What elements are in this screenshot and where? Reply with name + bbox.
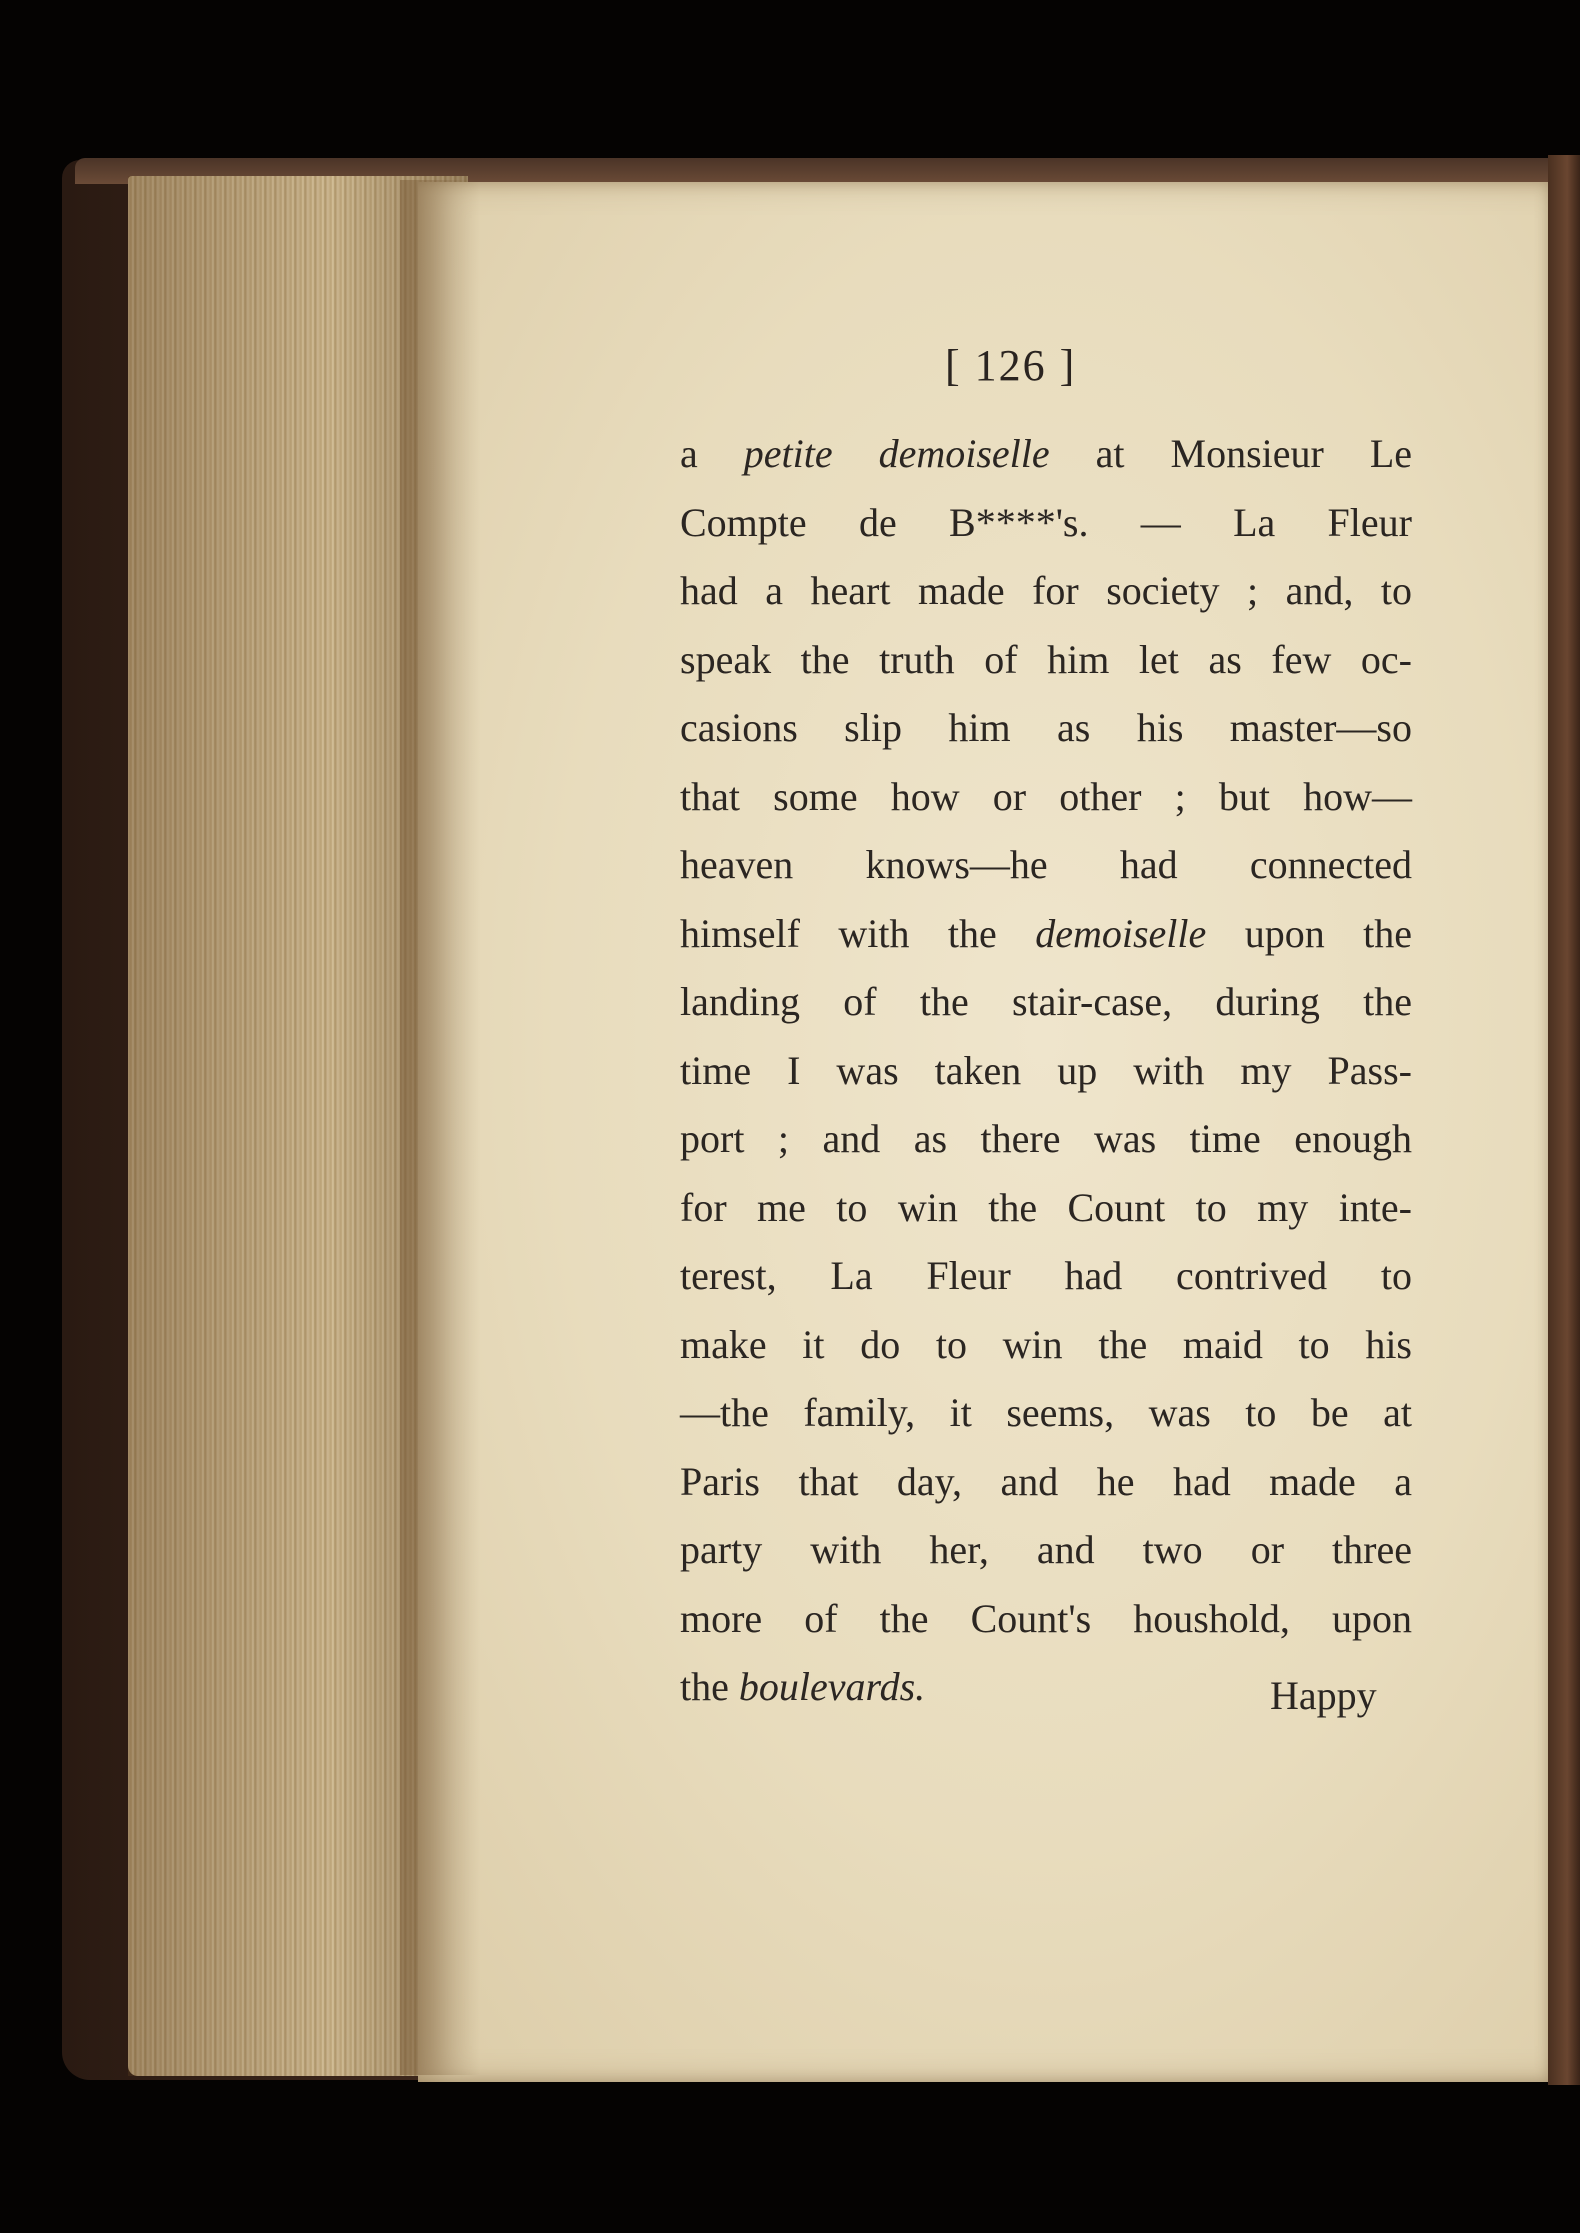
text-line: —the family, it seems, was to be at [680,1390,1412,1435]
text-line: the boulevards. [680,1664,926,1709]
text-line: casions slip him as his master—so [680,705,1412,750]
text-line: Paris that day, and he had made a [680,1458,1412,1504]
italic-phrase: petite demoiselle [743,431,1050,476]
text-line: had a heart made for society ; and, to [680,568,1412,613]
text-line: Compte de B****'s. — La Fleur [680,499,1412,545]
text-line: that some how or other ; but how— [680,773,1412,819]
page-number-header: [ 126 ] [945,341,1077,390]
text-line: heaven knows—he had connected [680,842,1412,887]
text-line: make it do to win the maid to his [680,1321,1412,1367]
text-line: terest, La Fleur had contrived to [680,1253,1412,1298]
catchword: Happy [1270,1673,1377,1718]
text-line: himself with the demoiselle upon the [680,910,1412,956]
text-line: time I was taken up with my Pass- [680,1047,1412,1093]
gutter-shadow [400,180,480,2075]
cover-right-edge [1548,155,1580,2085]
text-line: a petite demoiselle at Monsieur Le [680,431,1413,476]
text-line: port ; and as there was time enough [680,1116,1412,1161]
body-text [680,420,1412,1722]
text-line: more of the Count's houshold, upon [680,1595,1412,1641]
text-line: landing of the stair-case, during the [680,979,1412,1024]
text-line: speak the truth of him let as few oc- [680,636,1412,682]
text-line: party with her, and two or three [680,1527,1412,1572]
italic-phrase: boulevards. [738,1664,926,1709]
text-line: for me to win the Count to my inte- [680,1184,1412,1230]
italic-phrase: demoiselle [1035,910,1207,956]
